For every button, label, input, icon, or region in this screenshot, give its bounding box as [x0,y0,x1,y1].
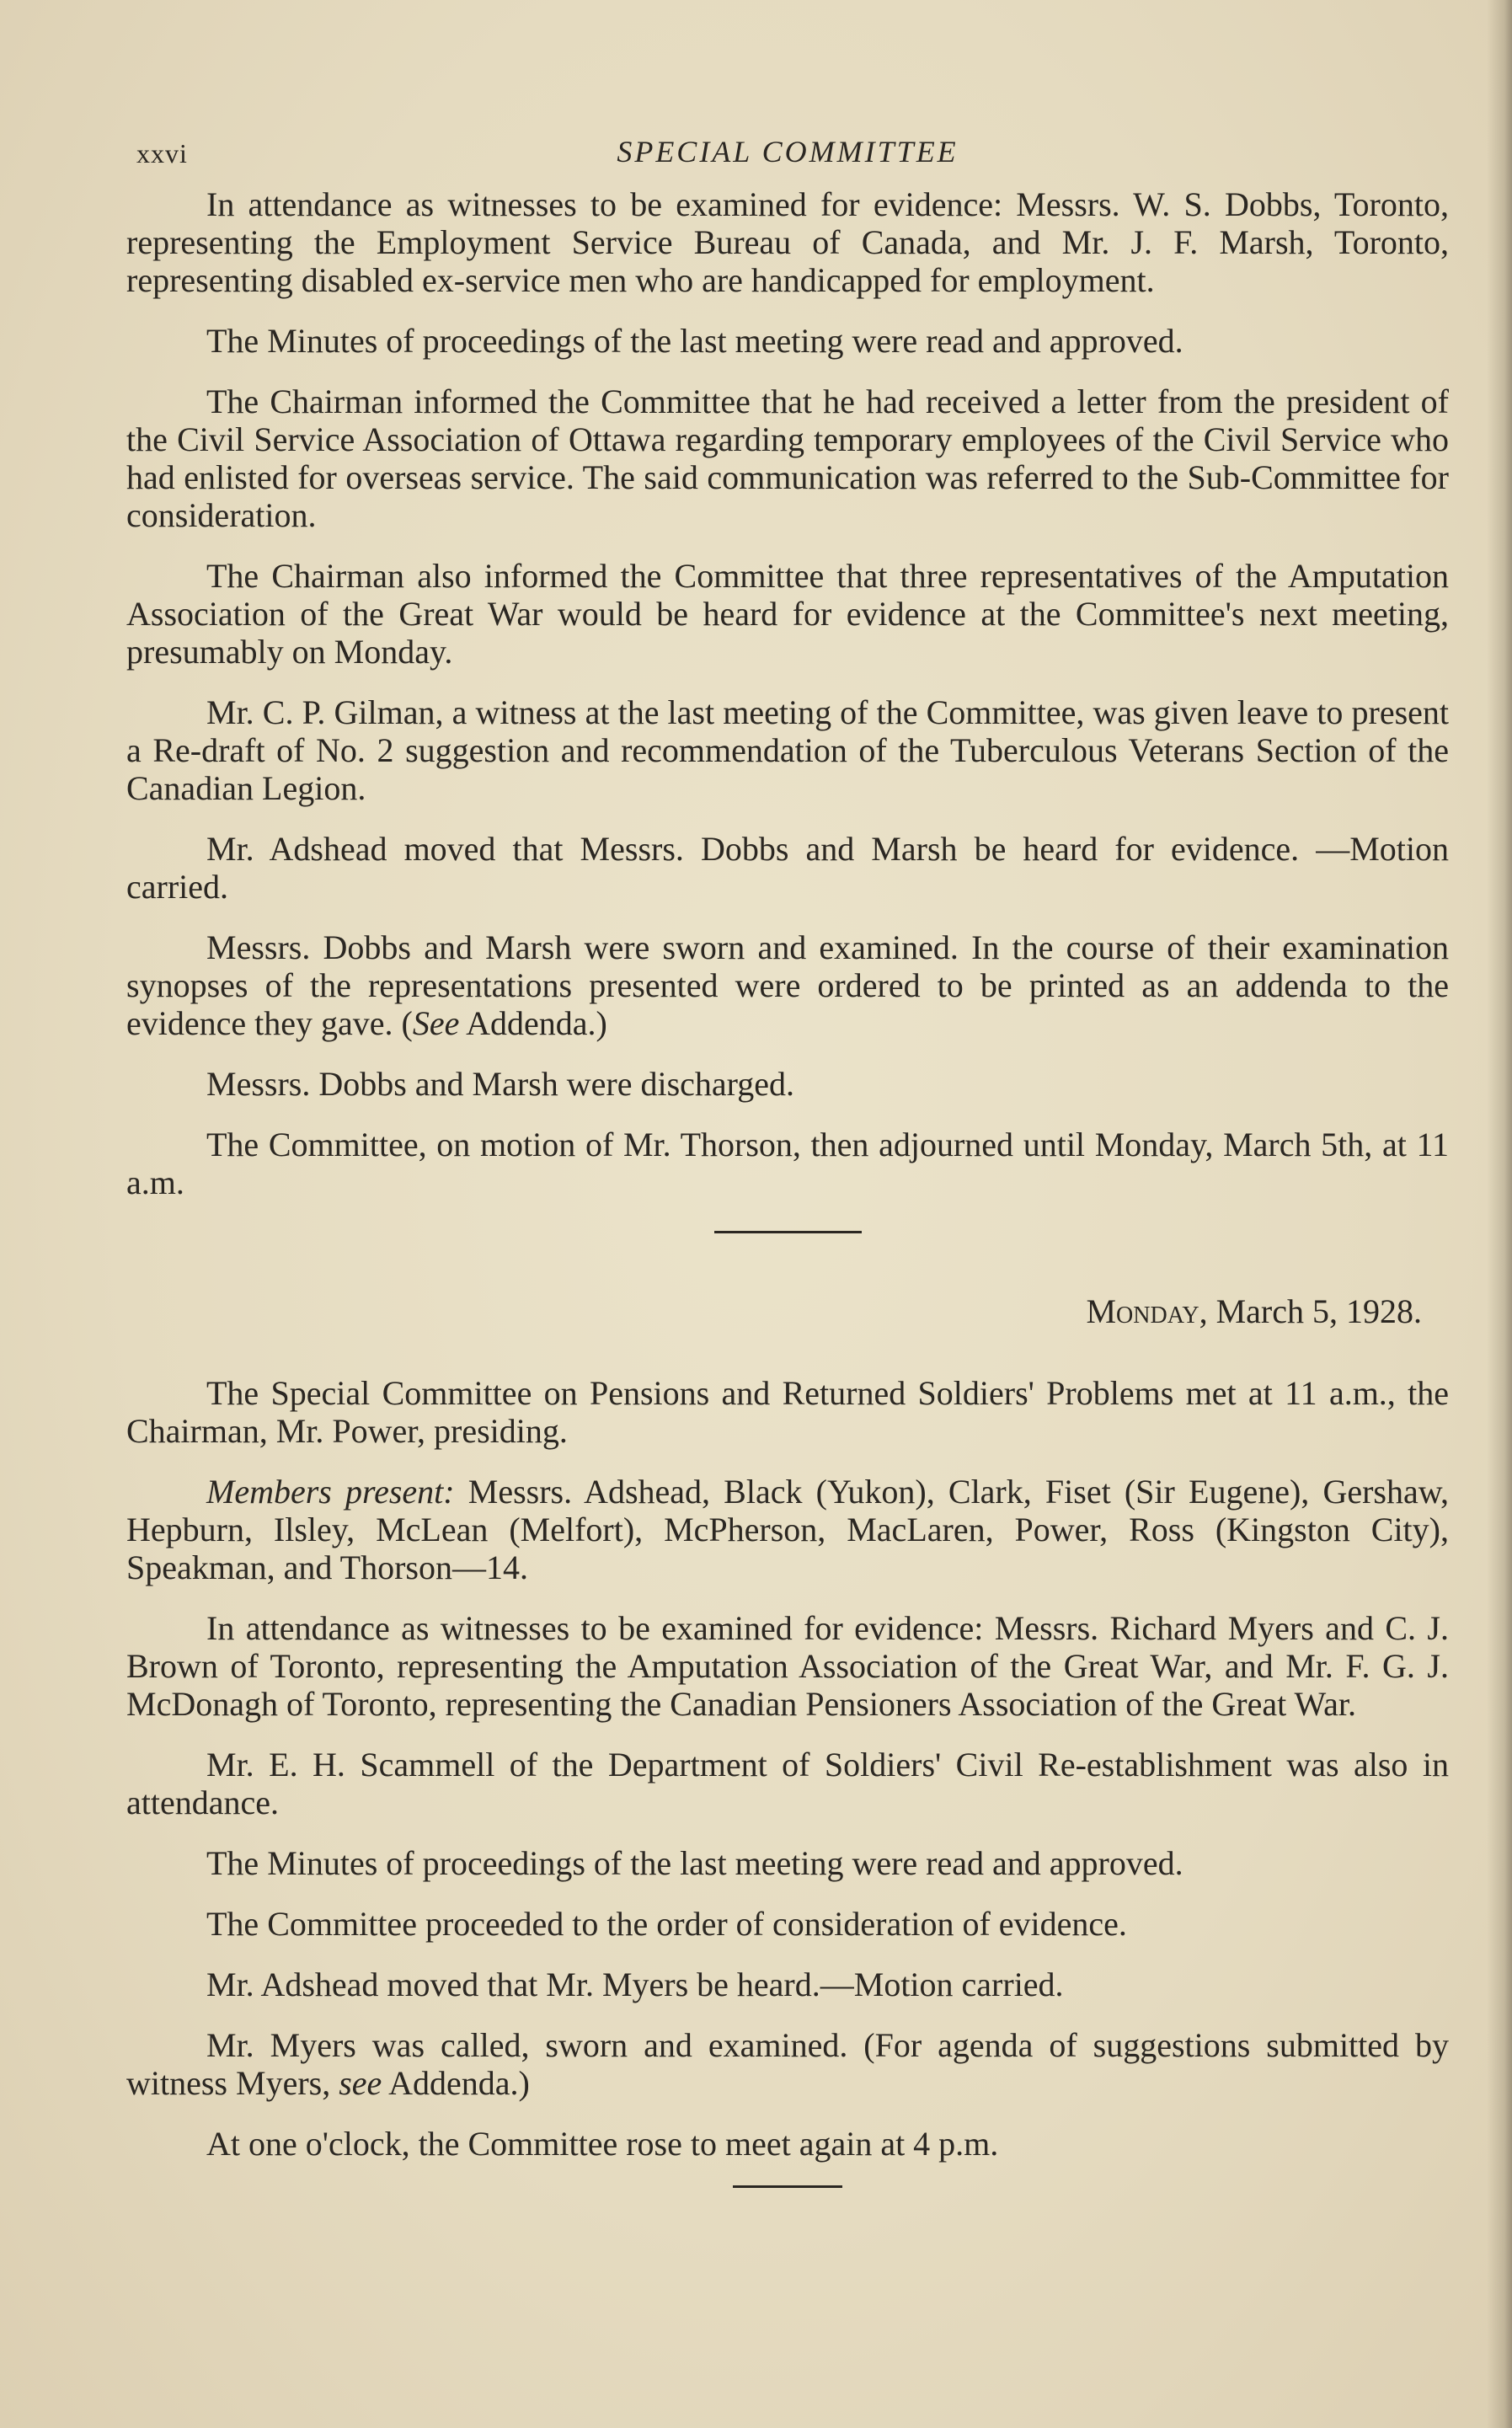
paragraph-members-present [126,1473,1449,1586]
page-content [126,126,1449,2188]
page-header [126,126,1449,185]
paragraph-minutes-approved: The Minutes of proceedings of the last meeting were read and approved. [206,322,1183,360]
date-text: March 5, 1928. [1207,1292,1422,1330]
members-list: Messrs. Adshead, Black (Yukon), Clark, Fiset (Sir Eugene), Gershaw, Hepburn, Ilsley, McLean (Melfort), McPherson, MacLaren, Power, Ross (Kingston City), Speakman, and Thorson—14. [126,1473,1450,1586]
date-weekday: Monday, [1086,1292,1208,1330]
paragraph-motion-2: Mr. Adshead moved that Mr. Myers be heard.—Motion carried. [206,1965,1064,2003]
text-segment: Messrs. Dobbs and Marsh were sworn and examined. In the course of their examination synopses of the representations presented were ordered to be printed as an addenda to the evidence they gave. ( [126,928,1449,1042]
running-head: SPECIAL COMMITTEE [617,135,959,168]
paragraph-discharged: Messrs. Dobbs and Marsh were discharged. [206,1065,795,1103]
see-reference: see [339,2064,382,2102]
see-reference: See [412,1004,460,1042]
section-divider [714,1231,862,1233]
members-present-label: Members present: [206,1473,455,1511]
page-edge-shadow [1487,0,1512,2428]
text-segment: Addenda.) [459,1004,607,1042]
paragraph-amputation-association: The Chairman also informed the Committee that three representatives of the Amputation Association of the Great War would be heard for evidence at the Committee's next meeting, presumably on Monday. [126,557,1449,671]
text-segment: Addenda.) [382,2064,530,2102]
paragraph-meeting-opened: The Special Committee on Pensions and Returned Soldiers' Problems met at 11 a.m., the Chairman, Mr. Power, presiding. [126,1374,1449,1450]
paragraph-witnesses: In attendance as witnesses to be examined for evidence: Messrs. W. S. Dobbs, Toronto, representing the Employment Service Bureau of Canada, and Mr. J. F. Marsh, Toronto, representing disabled ex-service men who are handicapped for employment. [126,185,1449,299]
meeting-date [126,1292,1449,1330]
section-divider-bottom [733,2185,842,2188]
paragraph-recess: At one o'clock, the Committee rose to meet again at 4 p.m. [206,2125,999,2163]
paragraph-witnesses-2: In attendance as witnesses to be examined for evidence: Messrs. Richard Myers and C. J. Brown of Toronto, representing the Amputation Association of the Great War, and Mr. F. G. J. McDonagh of Toronto, representing the Canadian Pensioners Association of the Great War. [126,1609,1449,1723]
paragraph-sworn-examined [126,928,1449,1042]
paragraph-myers-examined [126,2026,1449,2102]
page-number: xxvi [136,138,188,168]
paragraph-gilman: Mr. C. P. Gilman, a witness at the last meeting of the Committee, was given leave to present a Re-draft of No. 2 suggestion and recommendation of the Tuberculous Veterans Section of the Canadian Legion. [126,693,1449,807]
paragraph-adjourned: The Committee, on motion of Mr. Thorson, then adjourned until Monday, March 5th, at 11 a.m. [126,1126,1449,1201]
text-segment: Mr. Myers was called, sworn and examined. (For agenda of suggestions submitted by witness Myers, [126,2026,1449,2102]
paragraph-motion: Mr. Adshead moved that Messrs. Dobbs and Marsh be heard for evidence. —Motion carried. [126,830,1449,906]
paragraph-order-of-evidence: The Committee proceeded to the order of consideration of evidence. [206,1905,1127,1943]
paragraph-letter: The Chairman informed the Committee that he had received a letter from the president of the Civil Service Association of Ottawa regarding temporary employees of the Civil Service who had enlisted for overseas service. The said communication was referred to the Sub-Committee for consideration. [126,382,1449,534]
paragraph-minutes-approved-2: The Minutes of proceedings of the last meeting were read and approved. [206,1844,1183,1882]
paragraph-scammell: Mr. E. H. Scammell of the Department of Soldiers' Civil Re-establishment was also in attendance. [126,1746,1449,1821]
